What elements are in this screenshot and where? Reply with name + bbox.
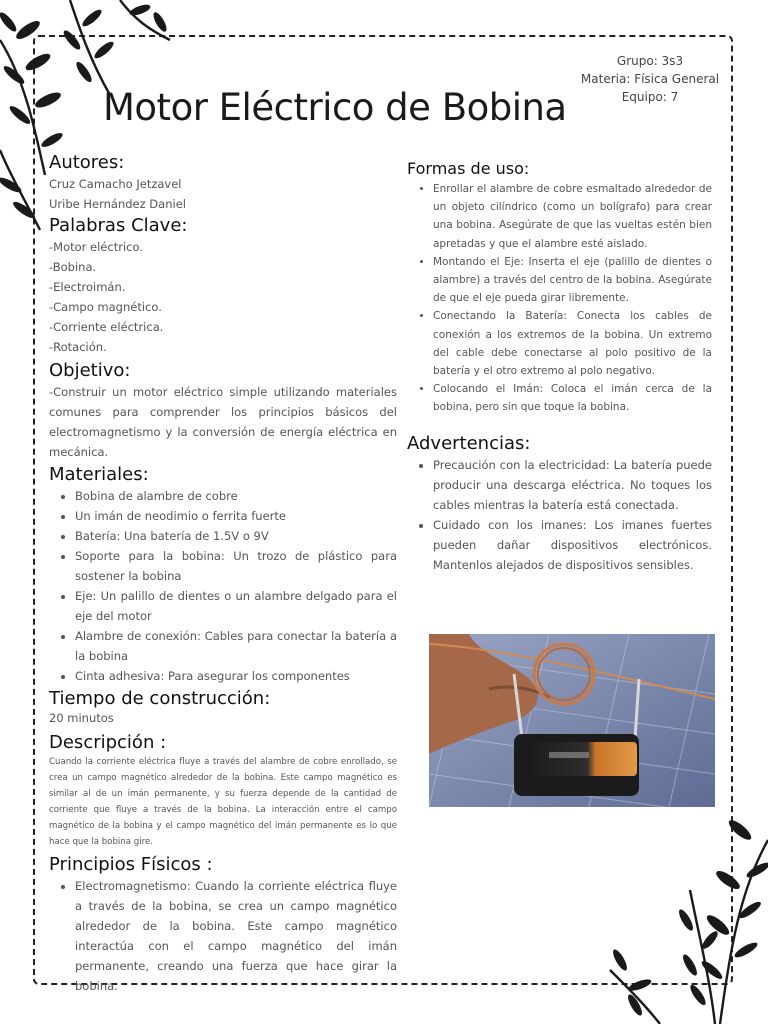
subject-label: Materia: Física General [580,72,720,86]
keyword-item: -Corriente eléctrica. [49,320,164,334]
list-item: • Montando el Eje: Inserta el eje (palillo de dientes o alambre) a través del centro de la bobina. Asegúrate de que el eje pueda girar libremente. [433,253,712,308]
objective-heading: Objetivo: [49,360,131,381]
description-heading: Descripción : [49,732,167,753]
keyword-item: -Bobina. [49,260,97,274]
right-column [407,158,712,575]
list-item: • Eje: Un palillo de dientes o un alambre delgado para el eje del motor [75,586,397,626]
group-label: Grupo: 3s3 [616,54,684,68]
list-item: • Electromagnetismo: Cuando la corriente eléctrica fluye a través de la bobina, se crea un campo magnético alrededor de la bobina. Este campo magnético interactúa con el campo magnético del imán permanente, creando una fuerza que hace girar la bobina. [75,876,397,996]
list-item: • Batería: Una batería de 1.5V o 9V [75,526,397,546]
list-item: • Soporte para la bobina: Un trozo de plástico para sostener la bobina [75,546,397,586]
left-column [49,152,397,996]
keyword-item: -Electroimán. [49,280,126,294]
usage-heading: Formas de uso: [407,159,530,178]
warnings-list [407,455,712,575]
keyword-item: -Motor eléctrico. [49,240,143,254]
keyword-item: -Campo magnético. [49,300,162,314]
list-item: • Bobina de alambre de cobre [75,486,397,506]
materials-heading: Materiales: [49,464,149,485]
list-item: • Enrollar el alambre de cobre esmaltado alrededor de un objeto cilíndrico (como un bolígrafo) para crear una bobina. Asegúrate de que las vueltas estén bien apretadas y que el alambre esté aislado. [433,180,712,253]
motor-photo-icon [429,634,715,807]
list-item: • Conectando la Batería: Conecta los cables de conexión a los extremos de la bobina. Un extremo del cable debe conectarse al polo positivo de la batería y el otro extremo al polo negativo. [433,307,712,380]
leaf-branch-bottom-right-icon [590,800,768,1024]
motor-photo [429,634,715,807]
list-item: • Precaución con la electricidad: La batería puede producir una descarga eléctrica. No toques los cables mientras la batería está conectada. [433,455,712,515]
list-item: • Cuidado con los imanes: Los imanes fuertes pueden dañar dispositivos electrónicos. Mantenlos alejados de dispositivos sensibles. [433,515,712,575]
course-info [575,52,725,106]
keywords-heading: Palabras Clave: [49,215,188,236]
author-name: Cruz Camacho Jetzavel [49,177,182,191]
objective-text: -Construir un motor eléctrico simple utilizando materiales comunes para comprender los principios básicos del electromagnetismo y la conversión de energía eléctrica en mecánica. [49,385,397,459]
principles-list [49,876,397,996]
team-label: Equipo: 7 [621,90,679,104]
author-name: Uribe Hernández Daniel [49,197,186,211]
authors-heading: Autores: [49,152,125,173]
build-time-text: 20 minutos [49,711,114,725]
list-item: • Cinta adhesiva: Para asegurar los componentes [75,666,397,686]
keyword-item: -Rotación. [49,340,107,354]
warnings-heading: Advertencias: [407,432,531,454]
materials-list [49,486,397,686]
list-item: • Un imán de neodimio o ferrita fuerte [75,506,397,526]
page-title: Motor Eléctrico de Bobina [103,86,567,129]
build-time-heading: Tiempo de construcción: [49,688,271,709]
list-item: • Alambre de conexión: Cables para conectar la batería a la bobina [75,626,397,666]
usage-list [407,180,712,417]
list-item: • Colocando el Imán: Coloca el imán cerca de la bobina, pero sin que toque la bobina. [433,380,712,416]
description-text: Cuando la corriente eléctrica fluye a través del alambre de cobre enrollado, se crea un campo magnético alrededor de la bobina. Este campo magnético es similar al de un imán permanente, y su fuerza depende de la cantidad de corriente que fluye a través de la bobina. La interacción entre el campo magnético de la bobina y el campo magnético del imán permanente es lo que hace que la bobina gire. [49,757,397,847]
principles-heading: Principios Físicos : [49,854,213,875]
